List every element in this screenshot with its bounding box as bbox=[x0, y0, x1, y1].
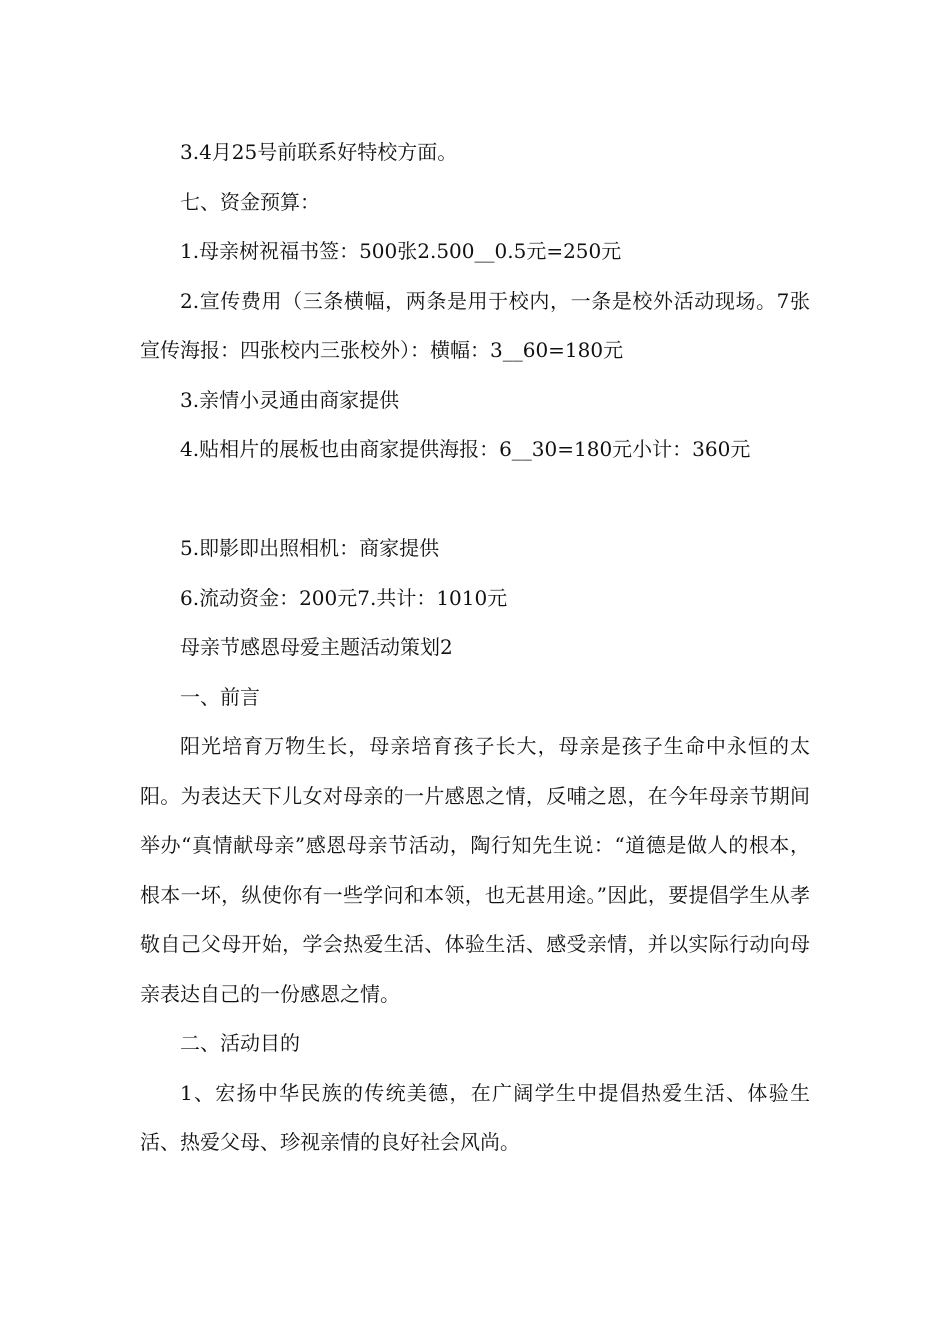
paragraph-budget-phone: 3.亲情小灵通由商家提供 bbox=[180, 387, 400, 412]
paragraph-contact-school: 3.4月25号前联系好特校方面。 bbox=[180, 140, 458, 164]
paragraph-budget-total: 6.流动资金：200元7.共计：1010元 bbox=[180, 585, 508, 610]
document-body bbox=[140, 128, 810, 1168]
heading-budget: 七、资金预算： bbox=[180, 189, 320, 214]
paragraph-purpose-1: 1、宏扬中华民族的传统美德，在广阔学生中提倡热爱生活、体验生活、热爱父母、珍视亲情的良好社会风尚。 bbox=[140, 1080, 810, 1154]
heading-preface: 一、前言 bbox=[180, 684, 260, 709]
paragraph-budget-camera: 5.即影即出照相机：商家提供 bbox=[180, 536, 440, 560]
paragraph-preface: 阳光培育万物生长，母亲培育孩子长大，母亲是孩子生命中永恒的太阳。为表达天下儿女对母亲的一片感恩之情，反哺之恩，在今年母亲节期间举办“真情献母亲”感恩母亲节活动，陶行知先生说：“道德是做人的根本，根本一坏，纵使你有一些学问和本领，也无甚用途。”因此，要提倡学生从孝敬自己父母开始，学会热爱生活、体验生活、感受亲情，并以实际行动向母亲表达自己的一份感恩之情。 bbox=[140, 734, 810, 1006]
blank-line bbox=[140, 475, 810, 525]
paragraph-budget-display-board: 4.贴相片的展板也由商家提供海报：6__30=180元小计：360元 bbox=[180, 437, 751, 461]
paragraph-budget-bookmarks: 1.母亲树祝福书签：500张2.500__0.5元=250元 bbox=[180, 239, 622, 263]
heading-purpose: 二、活动目的 bbox=[180, 1031, 300, 1055]
section-title: 母亲节感恩母爱主题活动策划2 bbox=[180, 635, 453, 659]
paragraph-budget-publicity: 2.宣传费用（三条横幅，两条是用于校内，一条是校外活动现场。7张宣传海报：四张校内三张校外）：横幅：3__60=180元 bbox=[140, 288, 810, 362]
